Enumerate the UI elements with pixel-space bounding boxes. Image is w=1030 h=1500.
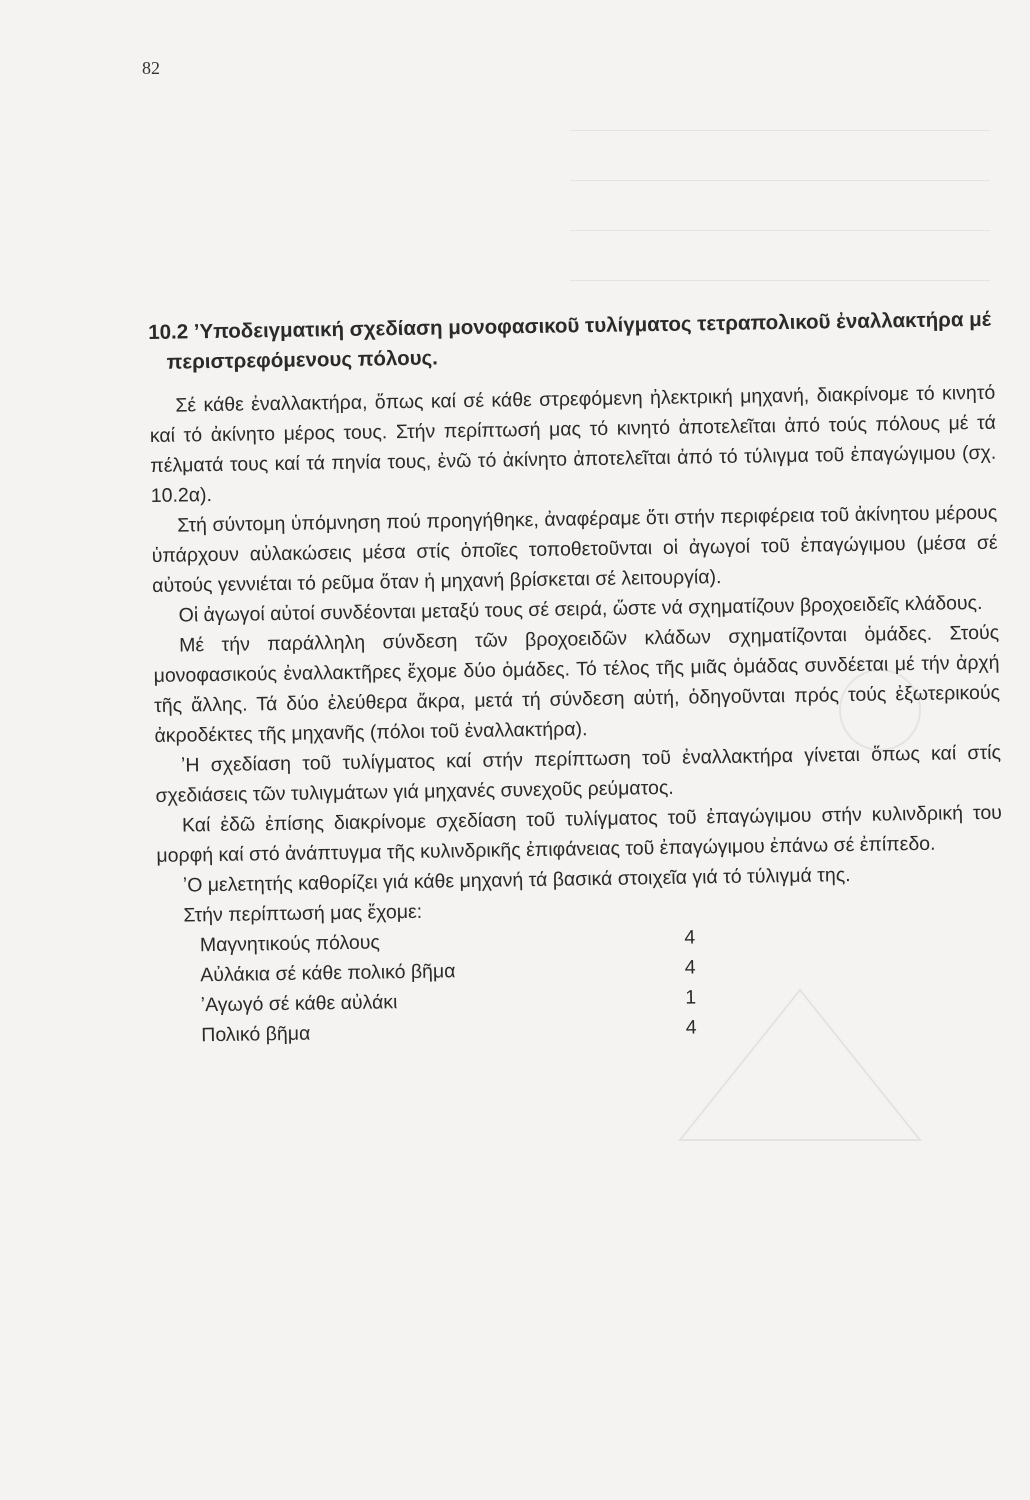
paragraph-8: Στήν περίπτωσή μας ἔχομε: (183, 900, 423, 927)
paragraph-7: ʼΟ μελετητής καθορίζει γιά κάθε μηχανή τά βασικά στοιχεῖα γιά τό τύλιγμά της. (182, 864, 851, 897)
spec-label: ʼΑγωγό σέ κάθε αὐλάκι (200, 991, 398, 1017)
spec-label: Πολικό βῆμα (201, 1022, 311, 1047)
paragraph-2: Στή σύντομη ὑπόμνηση πού προηγήθηκε, ἀναφέραμε ὅτι στήν περιφέρεια τοῦ ἀκίνητου μέρους ὑπάρχουν αὐλακώσεις μέσα στίς ὁποῖες τοποθετοῦνται οἱ ἀγωγοί τοῦ ἐπαγώγιμου (μέσα σέ αὐτούς γεννιέται τό ρεῦμα ὅταν ἡ μηχανή βρίσκεται σέ λειτουργία). (151, 501, 998, 597)
paragraph-4: Μέ τήν παράλληλη σύνδεση τῶν βροχοειδῶν κλάδων σχηματίζονται ὁμάδες. Στούς μονοφασικούς ἐναλλακτῆρες ἔχομε δύο ὁμάδες. Τό τέλος τῆς μιᾶς ὁμάδας συνδέεται μέ τήν ἀρχή τῆς ἄλλης. Τά δύο ἐλεύθερα ἄκρα, μετά τή σύνδεση αὐτή, ὁδηγοῦνται πρός τούς ἐξωτερικούς ἀκροδέκτες τῆς μηχανῆς (πόλοι τοῦ ἐναλλακτήρα). (153, 621, 1001, 747)
spec-value: 4 (685, 1016, 697, 1039)
paragraph-6: Καί ἐδῶ ἐπίσης διακρίνομε σχεδίαση τοῦ τυλίγματος τοῦ ἐπαγώγιμου στήν κυλινδρική του μορφή καί στό ἀνάπτυγμα τῆς κυλινδρικῆς ἐπιφάνειας τοῦ ἐπαγώγιμου ἐπάνω σέ ἐπίπεδο. (156, 801, 1003, 867)
spec-value: 4 (684, 956, 696, 979)
spec-label: Αὐλάκια σέ κάθε πολικό βῆμα (200, 960, 456, 987)
paragraph-5: ʼΗ σχεδίαση τοῦ τυλίγματος καί στήν περίπτωση τοῦ ἐναλλακτήρα γίνεται ὅπως καί στίς σχεδιάσεις τῶν τυλιγμάτων γιά μηχανές συνεχοῦς ρεύματος. (155, 741, 1002, 807)
spec-label: Μαγνητικούς πόλους (199, 931, 381, 957)
page-content (148, 305, 1005, 1051)
spec-value: 1 (685, 986, 697, 1009)
paragraph-1: Σέ κάθε ἐναλλακτήρα, ὅπως καί σέ κάθε στρεφόμενη ἠλεκτρική μηχανή, διακρίνομε τό κινητό καί τό ἀκίνητο μέρος τους. Στήν περίπτωσή μας τό κινητό ἀποτελεῖται ἀπό τούς πόλους μέ τά πέλματά τους καί τά πηνία τους, ἐνῶ τό ἀκίνητο ἀποτελεῖται ἀπό τό τύλιγμα τοῦ ἐπαγώγιμου (σχ. 10.2α). (149, 381, 997, 507)
winding-specs-list (158, 922, 702, 1050)
spec-row (201, 1012, 701, 1050)
paragraph-3: Οἱ ἀγωγοί αὐτοί συνδέονται μεταξύ τους σέ σειρά, ὥστε νά σχηματίζουν βροχοειδεῖς κλάδους. (178, 591, 983, 627)
page-number: 82 (142, 58, 160, 78)
section-title: 10.2 ʼΥποδειγματική σχεδίαση μονοφασικοῦ τυλίγματος τετραπολικοῦ ἐναλλακτήρα μέ περιστρεφόμενους πόλους. (148, 307, 992, 374)
spec-value: 4 (684, 926, 696, 949)
